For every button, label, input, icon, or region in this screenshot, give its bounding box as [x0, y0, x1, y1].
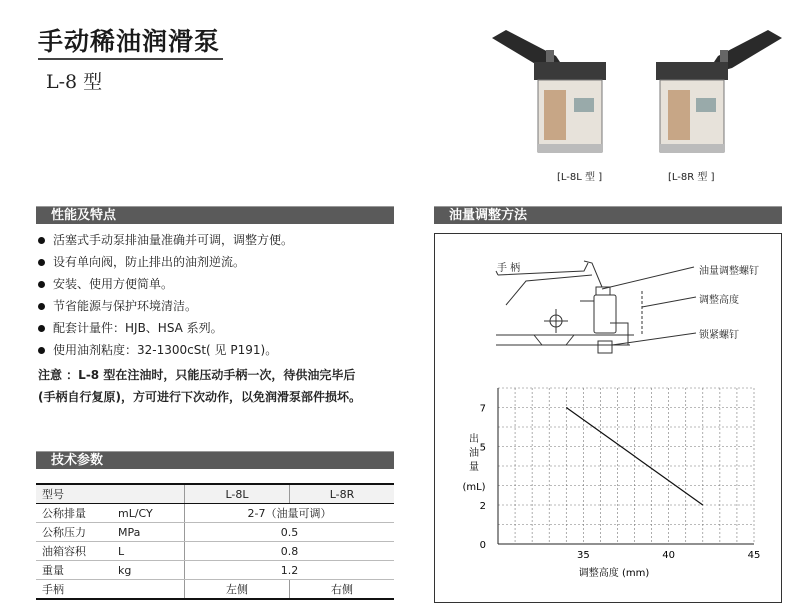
data-line [566, 408, 703, 506]
bullet-icon [38, 237, 45, 244]
param-name: 公称排量 [36, 504, 112, 523]
spec-table [36, 483, 394, 600]
param-value: 0.5 [185, 523, 395, 542]
chart-grid [498, 388, 754, 544]
feature-item: 使用油剂粘度：32-1300cSt( 见 P191)。 [38, 339, 277, 361]
y-tick-label: 5 [479, 442, 486, 454]
photo-caption-left: [L-8L 型 ] [557, 172, 603, 183]
y-axis-unit: (mL) [462, 482, 486, 493]
x-axis-label: 调整高度 (mm) [578, 568, 650, 579]
table-row [36, 504, 394, 523]
title-underline [38, 58, 223, 60]
bullet-icon [38, 347, 45, 354]
x-tick-label: 35 [576, 550, 590, 561]
param-name: 油箱容积 [36, 542, 112, 561]
table-header-row [36, 484, 394, 504]
label-handle: 手 柄 [497, 263, 521, 274]
bullet-icon [38, 325, 45, 332]
adjust-section-title: 油量调整方法 [449, 208, 528, 223]
spec-section-header [36, 451, 394, 469]
param-name: 公称压力 [36, 523, 112, 542]
param-unit: MPa [112, 523, 185, 542]
pump-photo-l8r [648, 24, 788, 156]
param-name: 手柄 [36, 580, 185, 600]
adjust-section-header [434, 206, 782, 224]
pump-photo-l8l [486, 24, 626, 156]
table-row [36, 523, 394, 542]
col-l8r-header: L-8R [290, 484, 395, 504]
page-title: 手动稀油润滑泵 [38, 27, 221, 56]
label-adjust-height: 调整高度 [699, 295, 739, 306]
param-value: 2-7（油量可调） [185, 504, 395, 523]
param-unit: L [112, 542, 185, 561]
feature-item: 配套计量件：HJB、HSA 系列。 [38, 317, 223, 339]
feature-item: 活塞式手动泵排油量准确并可调，调整方便。 [38, 229, 293, 251]
feature-item: 节省能源与保护环境清洁。 [38, 295, 197, 317]
param-name: 重量 [36, 561, 112, 580]
y-tick-label: 2 [479, 501, 486, 512]
feature-item: 设有单向阀，防止排出的油剂逆流。 [38, 251, 245, 273]
param-value: 1.2 [185, 561, 395, 580]
table-row [36, 561, 394, 580]
table-row [36, 542, 394, 561]
note-line-2: (手柄自行复原)，方可进行下次动作，以免润滑泵部件损坏。 [38, 390, 361, 404]
col-l8l-header: L-8L [185, 484, 290, 504]
table-row [36, 580, 394, 600]
features-section-header [36, 206, 394, 224]
y-axis-label-3: 量 [469, 462, 479, 473]
label-adjust-screw: 油量调整螺钉 [699, 266, 759, 277]
features-section-title: 性能及特点 [51, 208, 117, 223]
bullet-icon [38, 303, 45, 310]
feature-item: 安装、使用方便简单。 [38, 273, 173, 295]
x-tick-label: 45 [747, 550, 761, 561]
chart-series [566, 408, 703, 506]
y-axis-label-1: 出 [469, 434, 479, 445]
y-tick-label: 7 [479, 403, 486, 415]
model-header: 型号 [36, 484, 185, 504]
param-unit: mL/CY [112, 504, 185, 523]
handle-right: 右侧 [290, 580, 395, 600]
spec-section-title: 技术参数 [51, 453, 104, 468]
adjust-chart [434, 380, 780, 590]
bullet-icon [38, 281, 45, 288]
y-axis-label-2: 油 [469, 448, 479, 459]
handle-left: 左侧 [185, 580, 290, 600]
model-label: L-8 型 [46, 71, 103, 93]
param-value: 0.8 [185, 542, 395, 561]
note-line-1: 注意 ：L-8 型在注油时，只能压动手柄一次，待供油完毕后 [38, 368, 356, 382]
bullet-icon [38, 259, 45, 266]
photo-caption-right: [L-8R 型 ] [668, 172, 715, 183]
x-tick-label: 40 [662, 550, 676, 561]
y-tick-label: 0 [479, 540, 486, 551]
label-lock-screw: 锁紧螺钉 [699, 330, 739, 341]
param-unit: kg [112, 561, 185, 580]
